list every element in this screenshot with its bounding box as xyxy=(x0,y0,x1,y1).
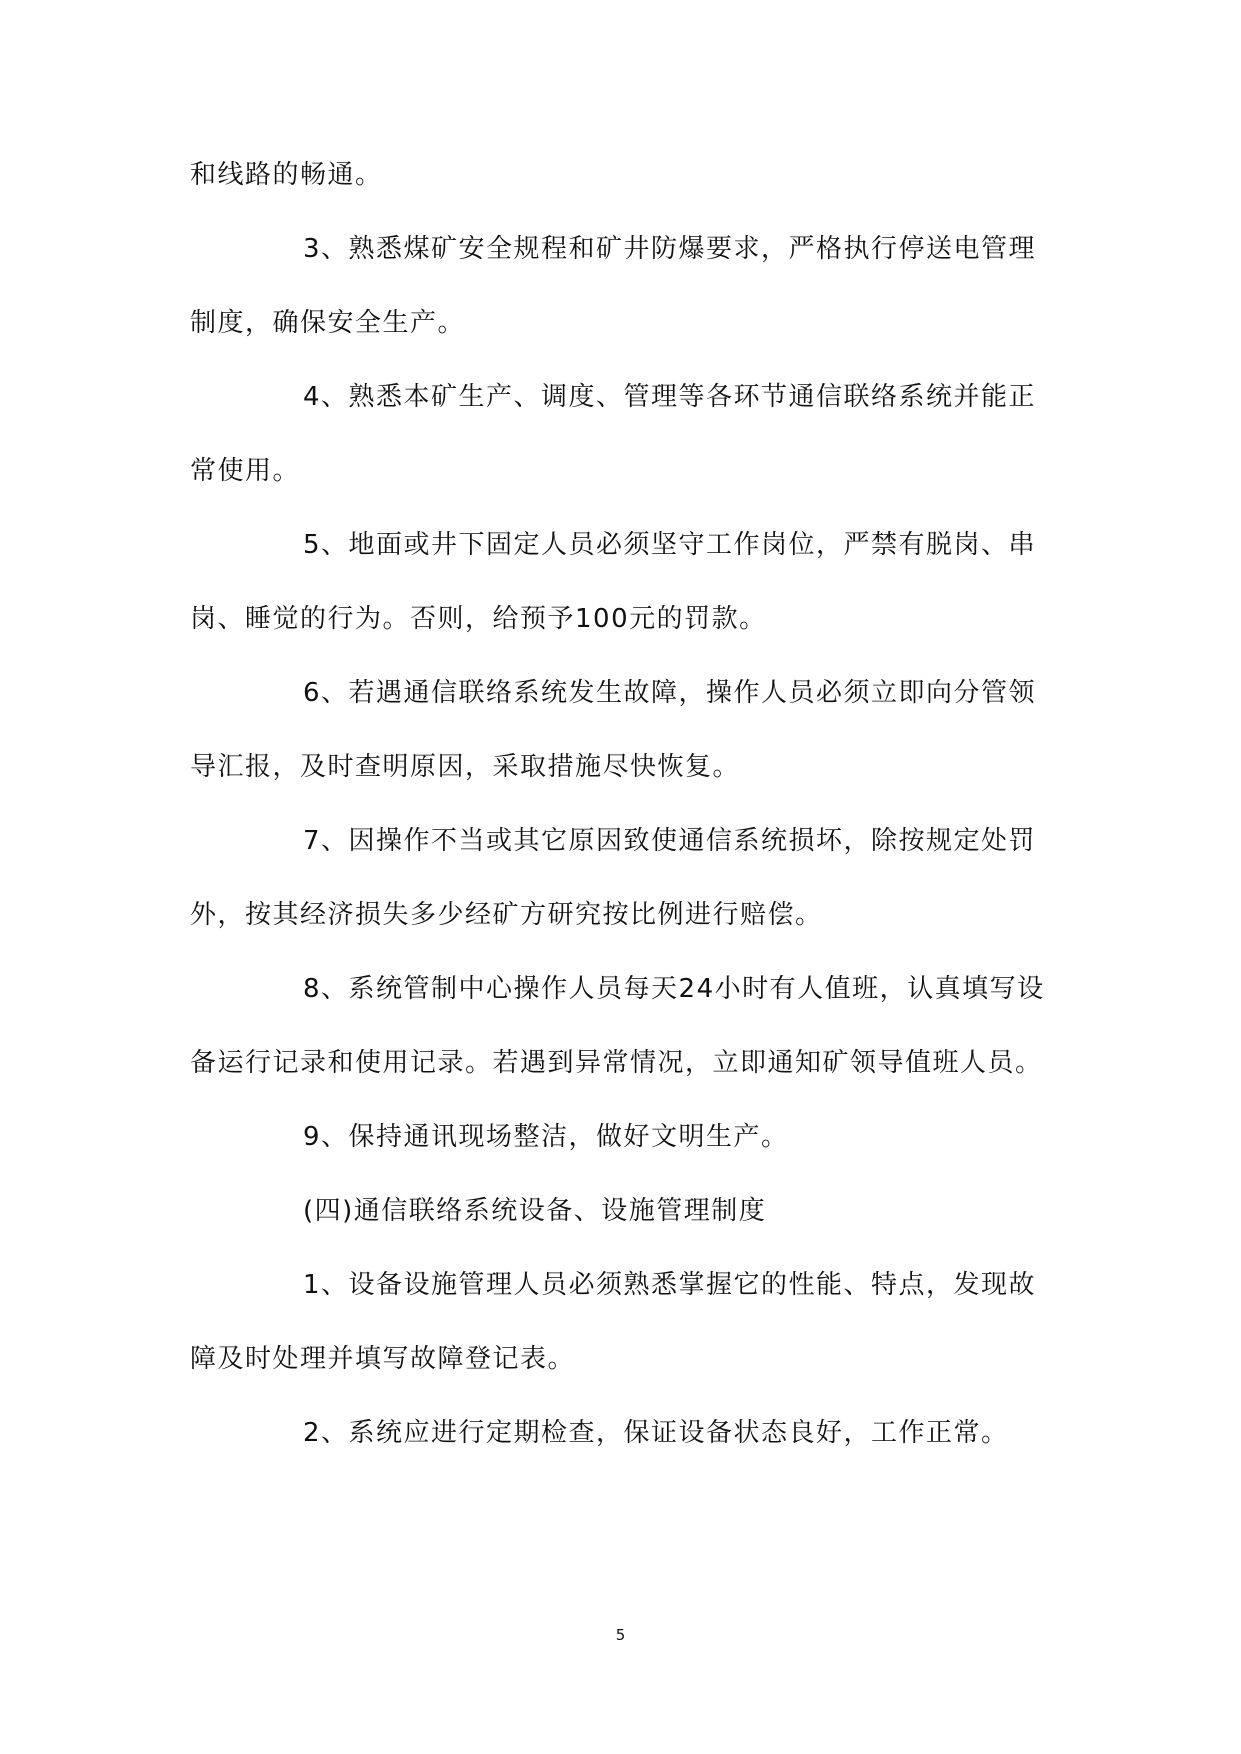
paragraph-item-4: 4、熟悉本矿生产、调度、管理等各环节通信联络系统并能正常使用。 xyxy=(190,382,1037,486)
paragraph-item-7: 7、因操作不当或其它原因致使通信系统损坏，除按规定处罚外，按其经济损失多少经矿方研究按比例进行赔偿。 xyxy=(190,826,1037,930)
paragraph-item-8: 8、系统管制中心操作人员每天24小时有人值班，认真填写设备运行记录和使用记录。若遇到异常情况，立即通知矿领导值班人员。 xyxy=(190,974,1045,1078)
paragraph-section-item-1: 1、设备设施管理人员必须熟悉掌握它的性能、特点，发现故障及时处理并填写故障登记表。 xyxy=(190,1270,1037,1374)
paragraph-item-3: 3、熟悉煤矿安全规程和矿井防爆要求，严格执行停送电管理制度，确保安全生产。 xyxy=(190,234,1037,338)
paragraph-section-item-2: 2、系统应进行定期检查，保证设备状态良好，工作正常。 xyxy=(303,1418,1009,1448)
document-body xyxy=(190,138,1050,1470)
section-heading: (四)通信联络系统设备、设施管理制度 xyxy=(303,1196,767,1226)
paragraph-item-5: 5、地面或井下固定人员必须坚守工作岗位，严禁有脱岗、串岗、睡觉的行为。否则，给预予100元的罚款。 xyxy=(190,530,1037,634)
paragraph-item-9: 9、保持通讯现场整洁，做好文明生产。 xyxy=(303,1122,789,1152)
paragraph-continuation: 和线路的畅通。 xyxy=(190,160,383,190)
paragraph-item-6: 6、若遇通信联络系统发生故障，操作人员必须立即向分管领导汇报，及时查明原因，采取措施尽快恢复。 xyxy=(190,678,1037,782)
page-number: 5 xyxy=(615,1626,626,1644)
